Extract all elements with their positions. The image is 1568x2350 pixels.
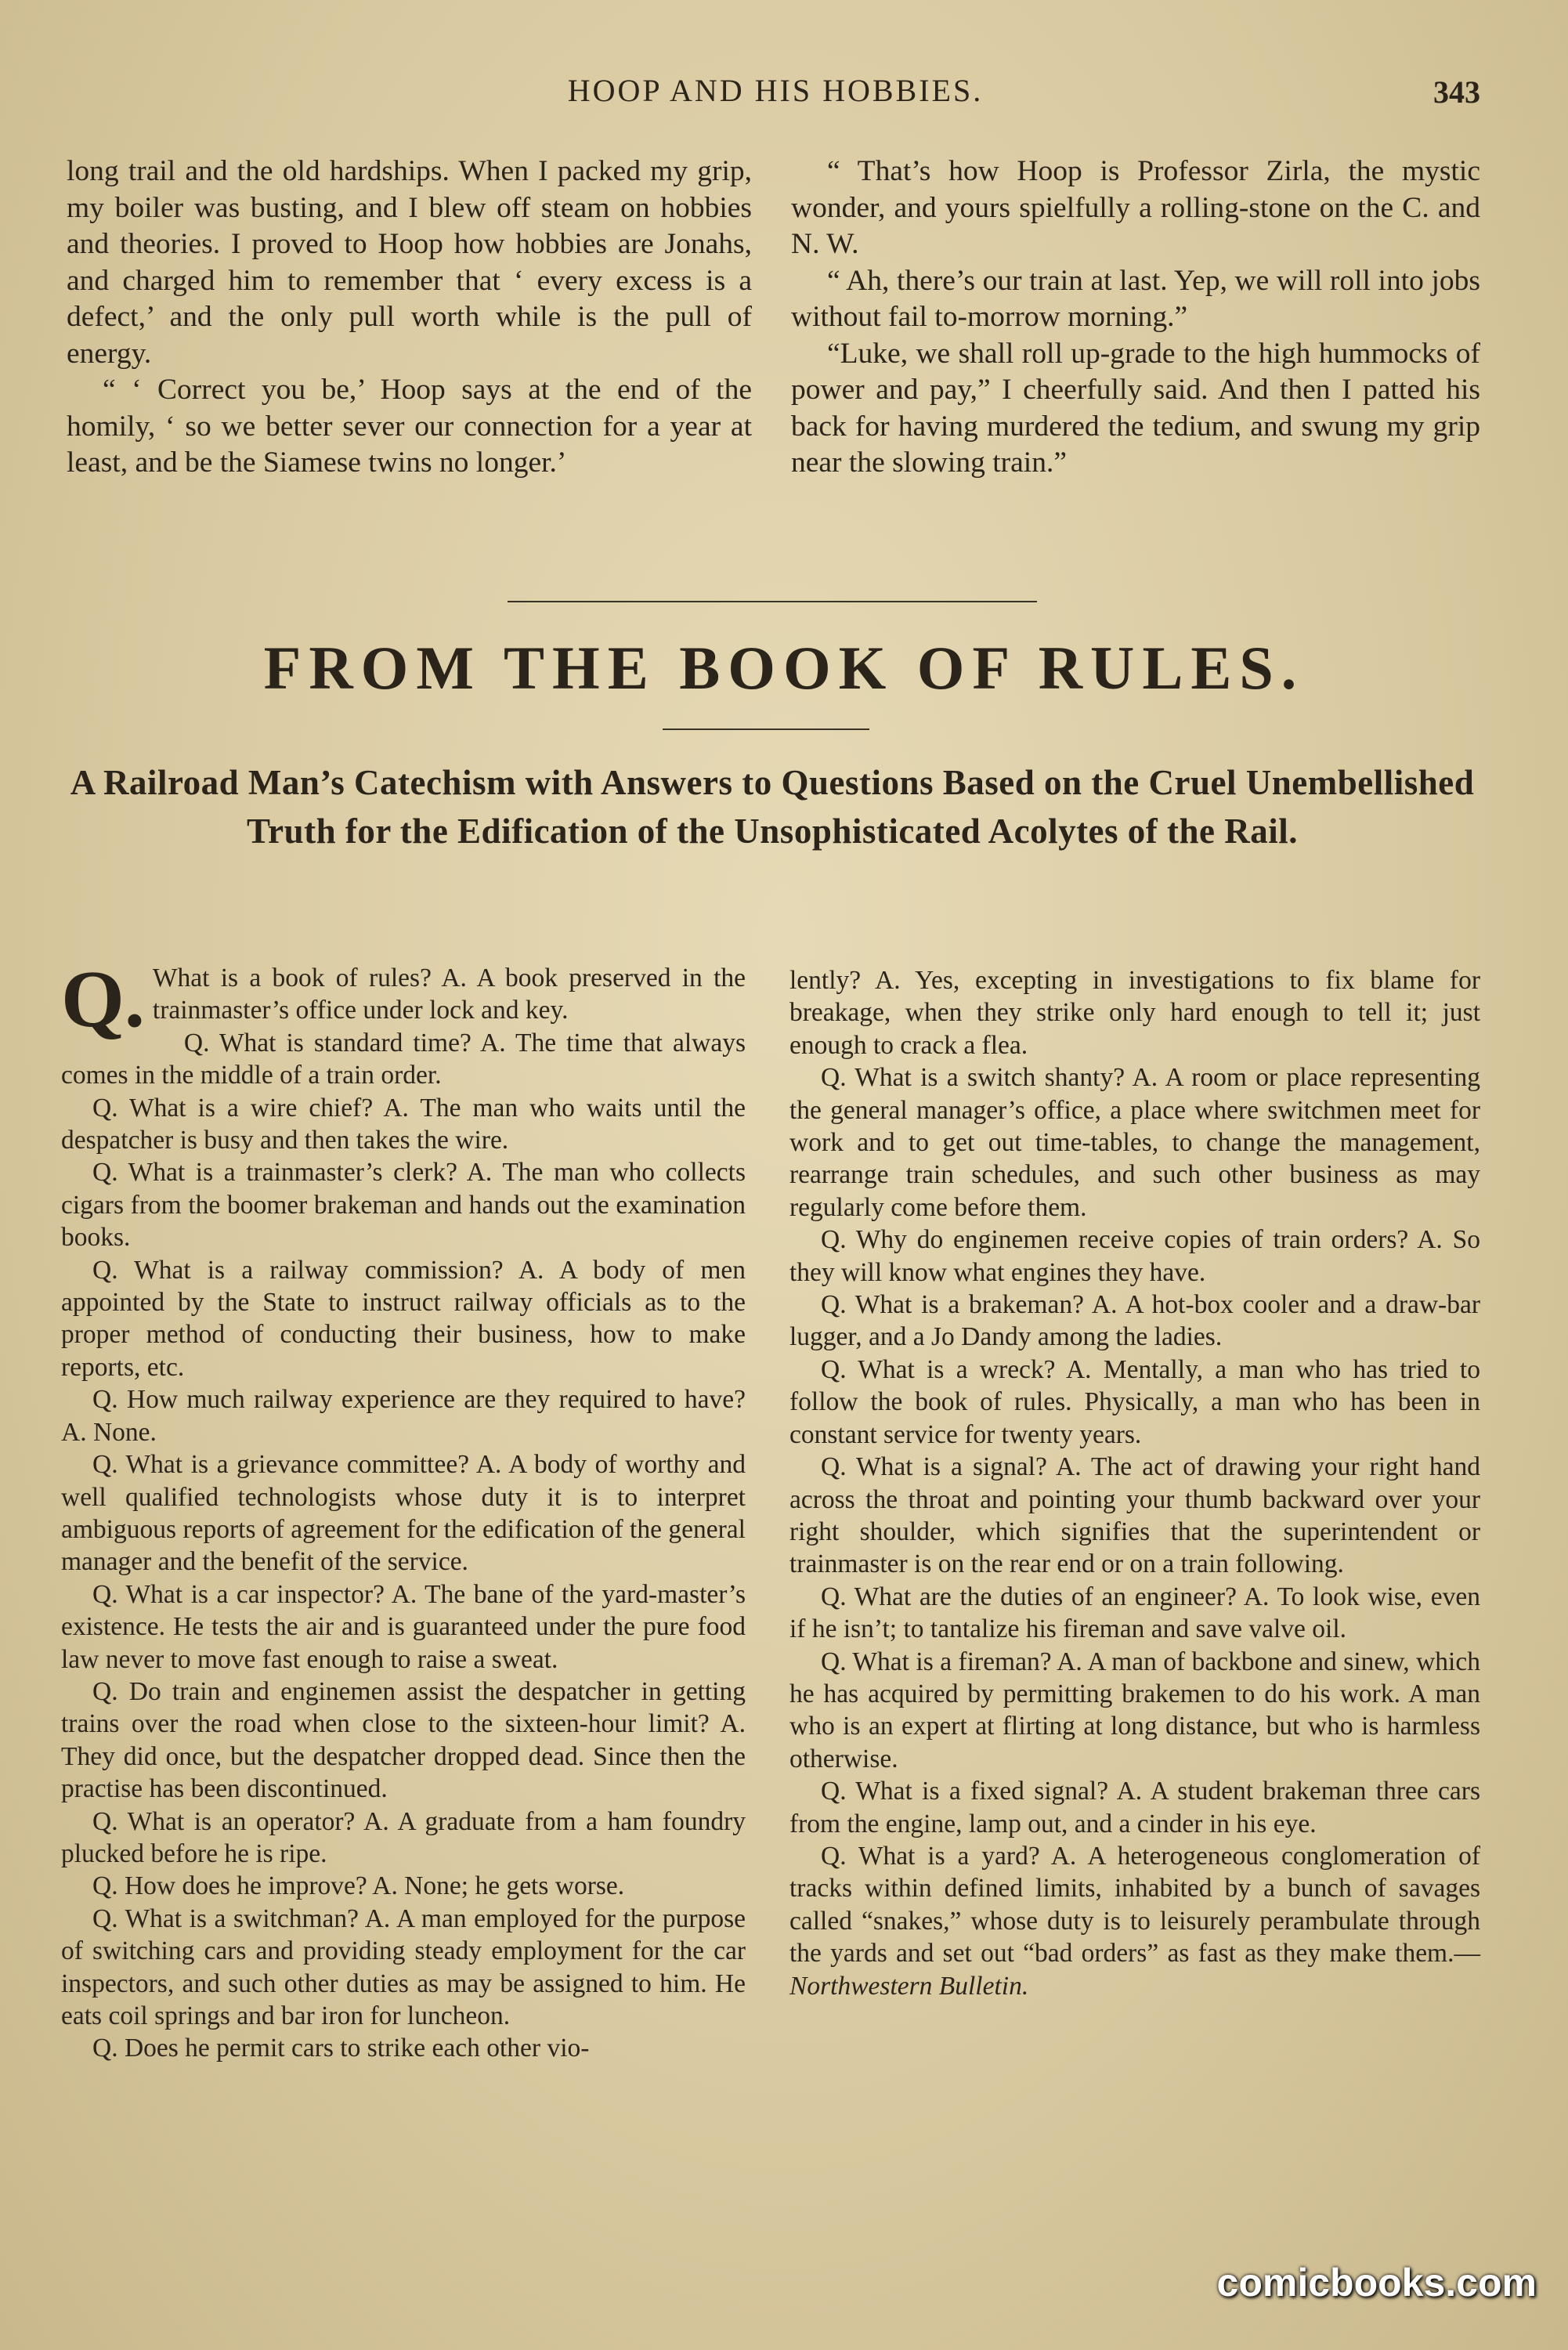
catechism-entry: Q. What is a car inspector? A. The bane of the yard-master’s existence. He tests the air and is guaranteed under the pure food law never to move fast enough to raise a sweat. [61,1579,746,1674]
catechism-entry: Q. What is a fixed signal? A. A student brakeman three cars from the engine, lamp out, and a cinder in his eye. [789,1777,1480,1838]
section-divider [508,601,1037,602]
catechism-entry: Q. What is an operator? A. A graduate from a ham foundry plucked before he is ripe. [61,1806,746,1868]
running-head [0,72,1568,119]
story-paragraph: “Luke, we shall roll up-grade to the high hummocks of power and pay,” I cheerfully said. And then I patted his back for having murdered the tedium, and swung my grip near the slowing train.” [791,337,1480,479]
catechism-entry: Q. What are the duties of an engineer? A. To look wise, even if he isn’t; to tantalize his fireman and save valve oil. [789,1582,1480,1644]
catechism-entry: Q. What is a brakeman? A. A hot-box cooler and a draw-bar lugger, and a Jo Dandy among the ladies. [789,1290,1480,1352]
story-end-left-column [67,154,752,482]
article-title: FROM THE BOOK OF RULES. [263,634,1305,702]
catechism-entry: Q. Why do enginemen receive copies of train orders? A. So they will know what engines they have. [789,1225,1480,1287]
catechism-last-entry [789,1840,1480,2002]
catechism-entry: Q. What is standard time? A. The time that always comes in the middle of a train order. [61,1028,746,1090]
catechism-entry: Q. Does he permit cars to strike each other vio- [92,2034,590,2063]
drop-cap: Q. [61,954,145,1044]
catechism-entry: Q. What is a grievance committee? A. A body of worthy and well qualified technologists whose duty it is to interpret ambiguous reports of agreement for the edification of the general manager and the benefit of the service. [61,1450,746,1577]
catechism-entry: Q. What is a switchman? A. A man employed for the purpose of switching cars and providing steady employment for the car inspectors, and such other duties as may be assigned to him. He eats coil springs and bar iron for luncheon. [61,1904,746,2030]
story-end-right-column [791,154,1480,482]
catechism-continuation: lently? A. Yes, excepting in investigations to fix blame for breakage, when they strike only hard enough to tell it; just enough to crack a flea. [789,966,1480,1060]
catechism-entry: Q. Do train and enginemen assist the despatcher in getting trains over the road when close to the sixteen-hour limit? A. They did once, but the despatcher dropped dead. Since then the practise has been discontinued. [61,1676,746,1804]
page-number: 343 [1433,74,1480,110]
article-subtitle: A Railroad Man’s Catechism with Answers to Questions Based on the Cruel Unembellished Truth for the Edification of the Unsophisticated Acolytes of the Rail. [70,763,1475,851]
catechism-entry: Q. What is a signal? A. The act of drawing your right hand across the throat and pointing your thumb backward over your right shoulder, which signifies that the superintendent or trainmaster is on the rear end or on a train following. [789,1452,1480,1579]
catechism-entry: Q. How much railway experience are they required to have? A. None. [61,1385,746,1447]
catechism-entry: Q. What is a switch shanty? A. A room or place representing the general manager’s office, a place where switchmen meet for work and to get out time-tables, to change the management, rearrange train schedules, and such other business as may regularly come before them. [789,1063,1480,1222]
running-title: HOOP AND HIS HOBBIES. [567,73,984,108]
story-paragraph: “ Ah, there’s our train at last. Yep, we will roll into jobs without fail to-morrow morning.” [791,264,1480,333]
catechism-entry: Q. How does he improve? A. None; he gets worse. [92,1871,625,1901]
catechism-entry: Q. What is a railway commission? A. A body of men appointed by the State to instruct railway officials as to the proper method of conducting their business, how to make reports, etc. [61,1255,746,1382]
catechism-entry: Q. What is a wire chief? A. The man who waits until the despatcher is busy and then takes the wire. [61,1093,746,1155]
story-paragraph: long trail and the old hardships. When I packed my grip, my boiler was busting, and I blew off steam on hobbies and theories. I proved to Hoop how hobbies are Jonahs, and charged him to remember that ‘ every excess is a defect,’ and the only pull worth while is the pull of energy. [67,155,752,370]
catechism-right-column [789,964,1480,2002]
catechism-left-column [61,954,746,2065]
watermark: comicbooks.com [1216,2261,1537,2305]
title-underline [663,728,869,730]
paragraph-text: What is a book of rules? A. A book preserved in the trainmaster’s office under lock and key. [152,964,746,1025]
catechism-first-paragraph [61,954,746,1044]
catechism-entry: Q. What is a trainmaster’s clerk? A. The man who collects cigars from the boomer brakeman and hands out the examination books. [61,1158,746,1253]
source-citation: Northwestern Bulletin. [789,1971,1029,2001]
paragraph-text: Q. What is a yard? A. A heterogeneous conglomeration of tracks within defined limits, inhabited by a bunch of savages called “snakes,” whose duty is to leisurely perambulate through the yards and set out “bad orders” as fast as they make them.— [789,1841,1480,1969]
catechism-entry: Q. What is a fireman? A. A man of backbone and sinew, which he has acquired by permitting brakemen to do his work. A man who is an expert at flirting at long distance, but who is harmless otherwise. [789,1647,1480,1773]
story-paragraph: “ ‘ Correct you be,’ Hoop says at the end of the homily, ‘ so we better sever our connection for a year at least, and be the Siamese twins no longer.’ [67,374,752,479]
story-paragraph: “ That’s how Hoop is Professor Zirla, the mystic wonder, and yours spielfully a rolling-stone on the C. and N. W. [791,155,1480,260]
catechism-entry: Q. What is a wreck? A. Mentally, a man who has tried to follow the book of rules. Physically, a man who has been in constant service for twenty years. [789,1354,1480,1449]
